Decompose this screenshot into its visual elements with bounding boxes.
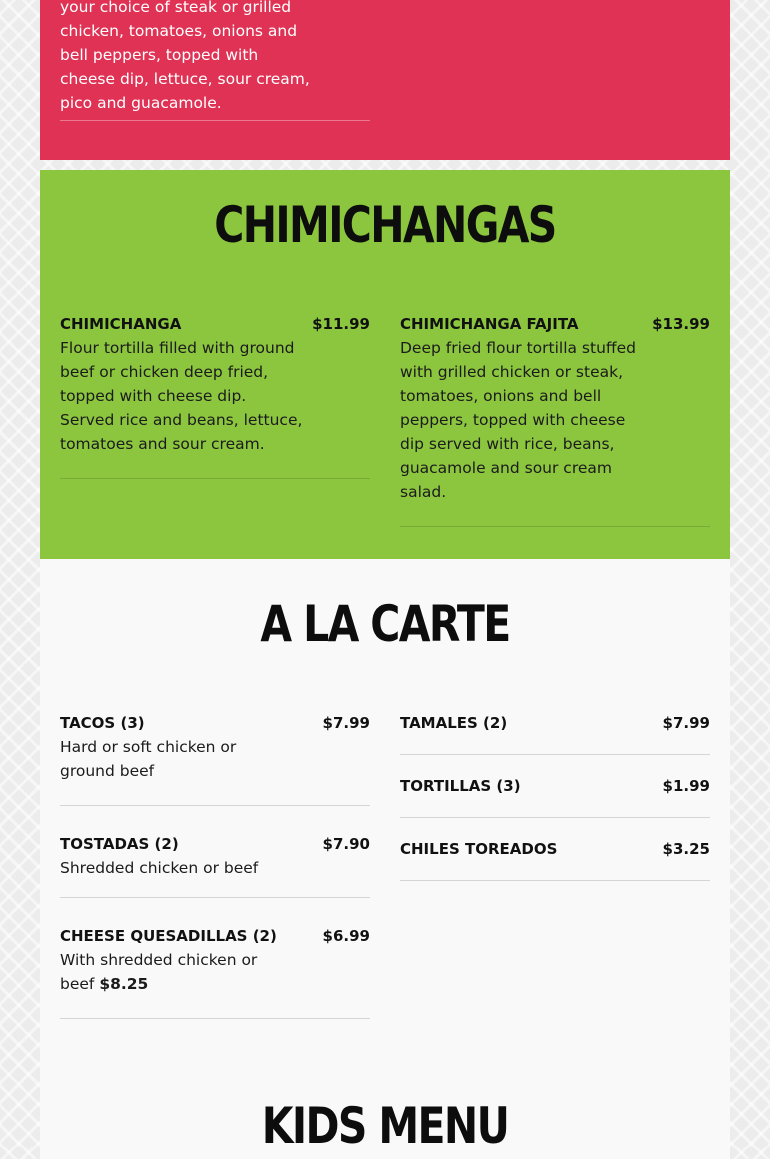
item-name: TACOS (3) [60, 714, 145, 732]
item-name: TAMALES (2) [400, 714, 508, 732]
item-price: $11.99 [312, 315, 370, 333]
a-la-carte-section [40, 559, 730, 1159]
chimichangas-section [40, 170, 730, 559]
divider [60, 120, 370, 121]
item-name: CHIMICHANGA FAJITA [400, 315, 579, 333]
item-name: CHIMICHANGA [60, 315, 182, 333]
item-price: $7.99 [662, 714, 710, 732]
item-price: $13.99 [652, 315, 710, 333]
item-description: Flour tortilla filled with ground beef or chicken deep fried, topped with cheese dip. Served rice and beans, lettuce, tomatoes and sour cream. [60, 339, 303, 453]
item-extra-price: $8.25 [99, 975, 149, 993]
menu-item [60, 924, 370, 1019]
section-title: CHIMICHANGAS [214, 196, 556, 254]
section-title: A LA CARTE [260, 595, 510, 653]
kids-menu-title: KIDS MENU [261, 1097, 509, 1155]
menu-item [400, 818, 710, 881]
menu-item [400, 312, 710, 527]
menu-item [400, 711, 710, 755]
item-price: $6.99 [322, 927, 370, 945]
fajita-description: your choice of steak or grilled chicken, tomatoes, onions and bell peppers, topped with cheese dip, lettuce, sour cream, pico and guacamole. [60, 0, 310, 112]
menu-item [60, 312, 370, 479]
item-name: TOSTADAS (2) [60, 835, 179, 853]
item-price: $7.90 [322, 835, 370, 853]
item-name: TORTILLAS (3) [400, 777, 521, 795]
menu-item [60, 832, 370, 898]
fajitas-section [40, 0, 730, 160]
menu-item [60, 711, 370, 806]
item-name: CHEESE QUESADILLAS (2) [60, 927, 277, 945]
item-price: $7.99 [322, 714, 370, 732]
item-price: $1.99 [662, 777, 710, 795]
item-description: Shredded chicken or beef [60, 859, 259, 877]
item-description: Hard or soft chicken or ground beef [60, 738, 237, 780]
menu-item [400, 755, 710, 818]
item-price: $3.25 [662, 840, 710, 858]
item-description [60, 948, 280, 996]
item-description: Deep fried flour tortilla stuffed with grilled chicken or steak, tomatoes, onions and bell peppers, topped with cheese dip served with rice, beans, guacamole and sour cream salad. [400, 339, 636, 501]
item-name: CHILES TOREADOS [400, 840, 558, 858]
item-description-text: With shredded chicken or beef [60, 951, 258, 993]
